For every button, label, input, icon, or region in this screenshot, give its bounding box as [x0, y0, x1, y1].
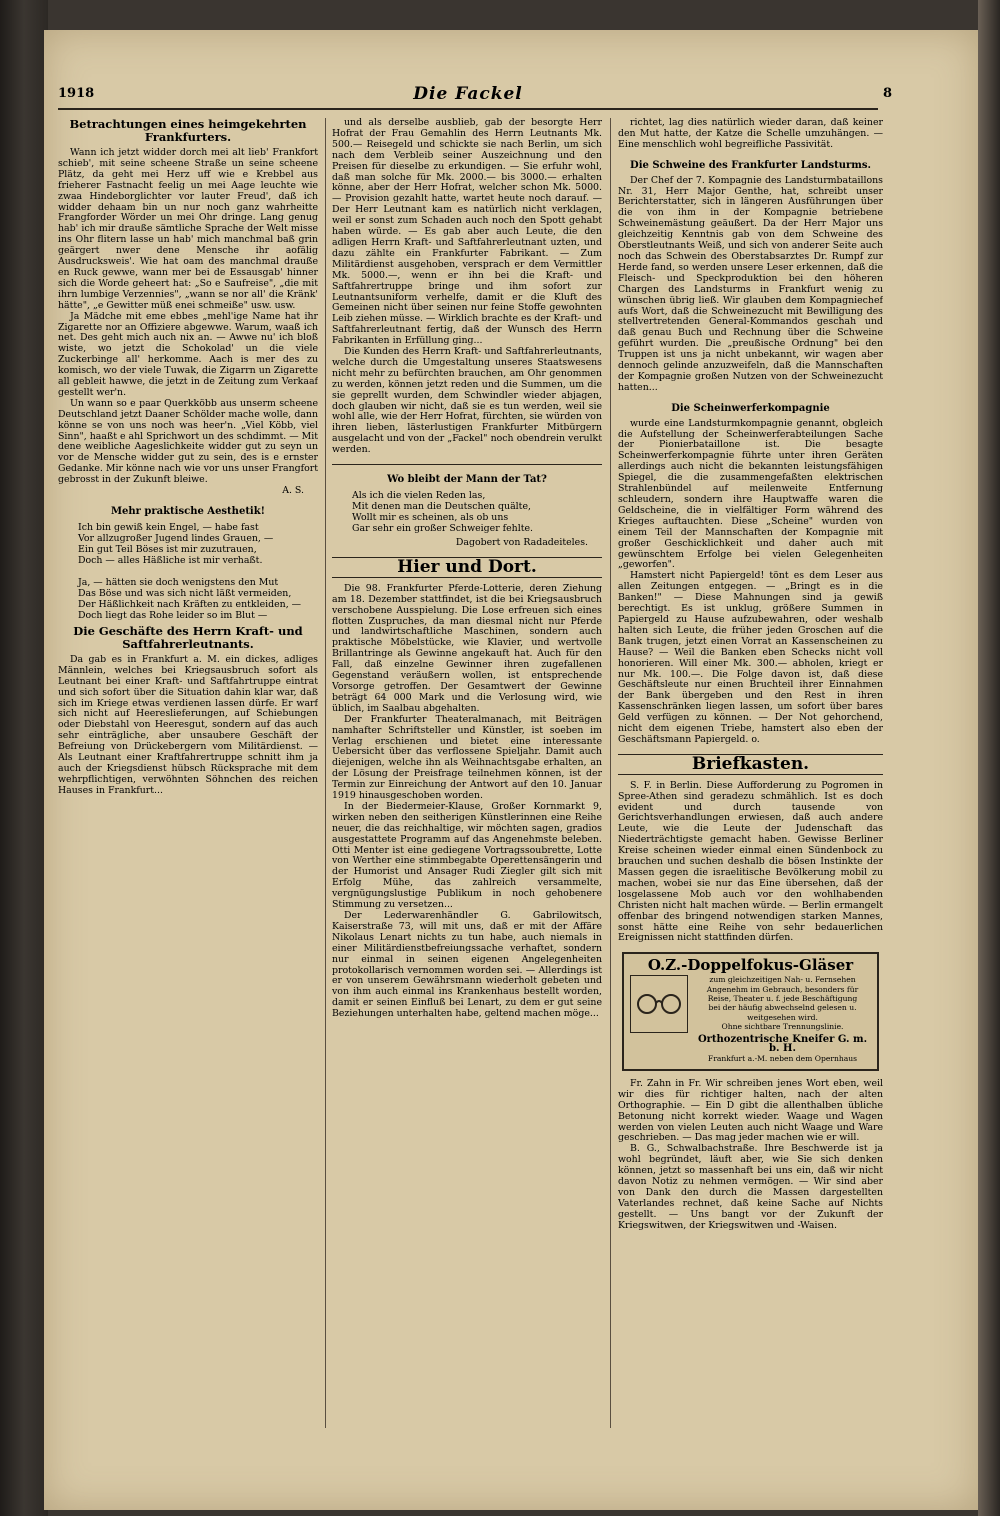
poem-heading: Wo bleibt der Mann der Tat? — [387, 474, 547, 486]
poem-line: Ich bin gewiß kein Engel, — habe fast — [78, 521, 259, 533]
ad-text — [694, 975, 871, 1063]
article-paragraph: und als derselbe ausblieb, gab der besorgte Herr Hofrat der Frau Gemahlin des Herrn Leutnants Mk. 500.— Reisegeld und schickte sie nach Berlin, um sich nach dem Verbleib seiner Auszeichnung und den Preisen für dieselbe zu erkundigen. — Sie erfuhr wohl, daß man solche für Mk. 2000.— bis 3000.— erhalten könne, aber der Herr Hofrat, welcher schon Mk. 5000.— Provision gezahlt hatte, wartet heute noch darauf. — Der Herr Leutnant kam es natürlich nicht verklagen, weil er sonst zum Schaden auch noch den Spott gehabt haben würde. — Es gab aber auch Leute, die den adligen Herrn Kraft- und Saftfahrerleutnant uzten, und dazu zählte ein Frankfurter Fabrikant. — Zum Militärdienst ausgehoben, versprach er dem Vermittler Mk. 5000.—, wenn er ihn bei die Kraft- und Saftfahrertruppe bringe und ihm sofort zur Leutnantsuniform verhelfe, damit er die Kluft des Gemeinen nicht über seinen nur feine Stoffe gewohnten Leib ziehen müsse. — Wirklich brachte es der Kraft- und Saftfahrerleutnant fertig, daß der Wunsch des Herrn Fabrikanten in Erfüllung ging... — [332, 118, 602, 347]
eyeglasses-icon — [630, 975, 688, 1033]
poem — [78, 522, 318, 621]
poem-line: Ja, — hätten sie doch wenigstens den Mut — [78, 576, 279, 588]
article-heading: Die Geschäfte des Herrn Kraft- und Saftfahrerleutnants. — [73, 623, 303, 651]
article-paragraph: Die 98. Frankfurter Pferde-Lotterie, deren Ziehung am 18. Dezember stattfindet, ist die bei Kriegsausbruch verschobene Ausspielung. Die Lose erfreuen sich eines flotten Zuspruches, da man diesmal nicht nur Pferde und landwirtschaftliche Maschinen, sondern auch praktische Möbelstücke, wie Klavier, und wertvolle Brillantringe als Gewinne angekauft hat. Auch für den Fall, daß einzelne Gewinner ihren zugefallenen Gegenstand veräußern wollen, ist entsprechende Vorsorge getroffen. Der Gesamtwert der Gewinne beträgt 64 000 Mark und die Verlosung wird, wie üblich, im Saalbau abgehalten. — [332, 582, 602, 714]
article-paragraph: Wann ich jetzt widder dorch mei alt lieb' Frankfort schieb', mit seine scheene Straße un seine scheene Plätz, da geht mei Herz uff wie e Krebbel aus frieherer Fastnacht feelig un mei Aage leuchte wie zwaa Hindeborglichter vor lauter Freud', daß ich widder dehaam bin un nur noch ganz wahrheitte Frangforder Wörder un mei Ohr dringe. Lang genug hab' ich mir drauße sämtliche Sprache der Welt misse ins Ohr flitern lasse un hab' mich manchmal baß grin geärgert nwer dene Mensche ihr aofälig Ausdrucksweis'. Wie hat oam des manchmal drauße en Ruck gewwe, wann mer bei de Essausgab' hinner sich die Worde geheert hat: „So e Saufreise", „die mit ihrn lumbige Verzennies", „wann se nor all' die Kränk' hätte", „e Gewitter müß enei schmeiße" usw. usw. — [58, 147, 318, 311]
poem-line: Doch liegt das Rohe leider so im Blut — — [78, 609, 268, 621]
column-3 — [618, 118, 883, 1428]
header-year: 1918 — [58, 86, 95, 101]
masthead-title: Die Fackel — [413, 84, 523, 104]
section-heading: Hier und Dort. — [332, 557, 602, 578]
poem-line: Der Häßlichkeit nach Kräften zu entkleiden, — — [78, 598, 302, 610]
article-heading: Die Schweine des Frankfurter Landsturms. — [630, 159, 871, 171]
poem-line: Als ich die vielen Reden las, — [352, 490, 486, 501]
book-edge — [978, 0, 1000, 1516]
book-binding — [0, 0, 48, 1516]
poem-line: Wollt mir es scheinen, als ob uns — [352, 512, 509, 523]
article-paragraph: Der Frankfurter Theateralmanach, mit Beiträgen namhafter Schriftsteller und Künstler, ist soeben im Verlag erschienen und bietet eine interessante Uebersicht über das verflossene Spieljahr. Damit auch diejenigen, welche ihn als Weihnachtsgabe erhalten, an der Lösung der Preisfrage teilnehmen können, ist der Termin zur Einreichung der Antwort auf den 10. Januar 1919 hinausgeschoben worden. — [332, 713, 602, 802]
poem-line — [78, 566, 318, 577]
page-number: 8 — [882, 86, 892, 101]
article-paragraph: B. G., Schwalbachstraße. Ihre Beschwerde ist ja wohl begründet, läuft aber, wie Sie sich denken können, jetzt so massenhaft bei uns ein, daß wir nicht davon Notiz zu nehmen vermögen. — Wir sind aber von Dank den durch die Massen dargestellten Vaterlandes rechnet, daß keine Sache auf Nichts gestellt. — Uns bangt vor der Zukunft der Kriegswitwen, der Kriegswitwen und -Waisen. — [618, 1143, 883, 1231]
article-heading: Betrachtungen eines heimgekehrten Frankfurters. — [69, 118, 307, 144]
article-paragraph: Der Lederwarenhändler G. Gabrilowitsch, Kaiserstraße 73, will mit uns, daß er mit der Affäre Nikolaus Lenart nichts zu tun habe, auch niemals in einer Militärdienstbefreiungssache verhaftet, sondern nur einmal in seinen eigenen Angelegenheiten protokollarisch vernommen worden sei. — Allerdings ist er von unserem Gewährsmann wiederholt gebeten und von ihm auch einmal ins Krankenhaus bestellt worden, damit er seinen Einfluß bei Lenart, zu dem er gut seine Beziehungen unterhalten habe, geltend machen möge... — [332, 910, 602, 1020]
poem-line: Ein gut Teil Böses ist mir zuzutrauen, — [78, 543, 257, 555]
ad-line: Angenehm im Gebrauch, besonders für — [706, 984, 859, 994]
ad-firm: Orthozentrische Kneifer G. m. b. H. — [697, 1033, 868, 1055]
article-paragraph: Der Chef der 7. Kompagnie des Landsturmbataillons Nr. 31, Herr Major Genthe, hat, schreibt unser Berichterstatter, sich in längeren Ausführungen über die von ihm in der Kompagnie betriebene Schweinemästung geäußert. Da der Herr Major uns gleichzeitig Kenntnis gab von dem Schweine des Oberstleutnants Weiß, und sich von anderer Seite auch noch das Schwein des Oberstabsarztes Dr. Rumpf zur Herde fand, so werden unsere Leser erkennen, daß die Fleisch- und Speckproduktion bei den höheren Chargen des Landsturms in Frankfurt wenig zu wünschen übrig ließ. Wir glauben dem Kompagniechef aufs Wort, daß die Schweinezucht mit Bewilligung des stellvertretenden General-Kommandos geschah und daß genau Buch und Rechnung über die Schweine geführt wurden. Die „preußische Ordnung" bei den Truppen ist uns ja nicht unbekannt, wir wagen aber dennoch gelinde anzuzweifeln, daß die Mannschaften der Kompagnie großen Nutzen von der Schweinezucht hatten... — [618, 174, 883, 393]
poem-line: Mit denen man die Deutschen quälte, — [352, 501, 531, 512]
article-paragraph: Un wann so e paar Querkköbb aus unserm scheene Deutschland jetzt Daaner Schölder mache wolle, dann könne se von uns noch was heer'n. „Viel Köbb, viel Sinn", haaßt e ahl Sprichwort un des schdimmt. — Mit dene weibliche Aageslichkeite widder gut zu seyn un vor de Mensche widder gut zu sein, des is e ernster Gedanke. Mir könne nach wie vor uns unser Frangfort gebrosst in der Zukunft bleiwe. — [58, 397, 318, 486]
divider — [332, 464, 602, 465]
article-paragraph: Fr. Zahn in Fr. Wir schreiben jenes Wort eben, weil wir dies für richtiger halten, nach der alten Orthographie. — Ein D gibt die allenthalben übliche Betonung nicht korrekt wieder. Waage und Wagen werden von vielen Leuten auch nicht Waage und Ware geschrieben. — Das mag jeder machen wie er will. — [618, 1077, 883, 1144]
article-paragraph: Da gab es in Frankfurt a. M. ein dickes, adliges Männlein, welches bei Kriegsausbruch sofort als Leutnant bei einer Kraft- und Saftfahrtruppe eintrat und sich sofort über die Situation dahin klar war, daß sich im Kriege etwas verdienen lassen dürfe. Er warf sich nicht auf Heereslieferungen, auf Schiebungen oder Diebstahl von Heeresgut, sondern auf das auch sehr einträgliche, aber unsaubere Geschäft der Befreiung von Drückebergern vom Militärdienst. — Als Leutnant einer Kraftfahrertruppe schnitt ihm ja auch der Kriegsdienst hübsch Rücksprache mit dem wehrpflichtigen, verwöhnten Söhnchen des reichen Hauses in Frankfurt... — [58, 653, 318, 796]
article-heading: Die Scheinwerferkompagnie — [671, 402, 830, 414]
poem-line: Doch — alles Häßliche ist mir verhaßt. — [78, 554, 263, 566]
page-header — [58, 84, 892, 110]
article-paragraph: wurde eine Landsturmkompagnie genannt, obgleich die Aufstellung der Scheinwerferabteilungen Sache der Pionierbataillone ist. Die besagte Scheinwerferkompagnie führte unter ihren Geräten allerdings auch nicht die bekannten leistungsfähigen Spiegel, die die zusammengefaßten elektrischen Strahlenbündel auf meilenweite Entfernung schleudern, sondern ihre Hauptwaffe waren die Geldscheine, die in vielfältiger Form während des Krieges auftauchten. Diese „Scheine" wurden von einem Teil der Mannschaften der Kompagnie mit großer Geschicklichkeit und daher auch mit gewünschtem Erfolge bei vielen Gelegenheiten „geworfen". — [618, 417, 883, 571]
article-paragraph: richtet, lag dies natürlich wieder daran, daß keiner den Mut hatte, der Katze die Schelle umzuhängen. — Eine menschlich wohl begreifliche Passivität. — [618, 118, 883, 150]
article-paragraph: Die Kunden des Herrn Kraft- und Saftfahrerleutnants, welche durch die Umgestaltung unseres Staatswesens nicht mehr zu befürchten brauchen, am Ohr genommen zu werden, können jetzt reden und die Summen, um die sie geprellt wurden, dem Schwindler wieder abjagen, doch glauben wir nicht, daß sie es tun werden, weil sie wohl alle, wie der Herr Hofrat, fürchten, sie würden von ihren lieben, lästerlustigen Frankfurter Mitbürgern ausgelacht und von der „Fackel" noch obendrein verulkt werden. — [332, 346, 602, 456]
column-rule — [325, 118, 326, 1428]
poem-line: Das Böse und was sich nicht läßt vermeiden, — [78, 587, 292, 599]
column-2 — [332, 118, 602, 1428]
article-signature: A. S. — [282, 485, 304, 497]
ad-address: Frankfurt a.-M. neben dem Opernhaus — [707, 1053, 858, 1063]
poem-heading: Mehr praktische Aesthetik! — [110, 506, 266, 517]
ad-line: bei der häufig abwechselnd gelesen u. — [708, 1003, 857, 1013]
article-paragraph: In der Biedermeier-Klause, Großer Kornmarkt 9, wirken neben den seitherigen Künstlerinnen eine Reihe neuer, die das reichhaltige, wir möchten sagen, gradios ausgestattete Programm auf das Angenehmste beleben. Otti Menter ist eine gediegene Vortragssoubrette, Lotte von Werther eine stimmbegabte Operettensängerin und der Humorist und Ansager Rudi Ziegler gilt sich mit Erfolg Mühe, das zahlreich versammelte, vergnügungslustige Publikum in noch gehobenere Stimmung zu versetzen... — [332, 800, 602, 911]
poem-line: Vor allzugroßer Jugend lindes Grauen, — — [78, 532, 274, 544]
advertisement — [622, 952, 879, 1071]
poem-line: Gar sehr ein großer Schweiger fehlte. — [352, 523, 534, 534]
article-paragraph: S. F. in Berlin. Diese Aufforderung zu Pogromen in Spree-Athen sind geradezu schmählich. Ist es doch evident und durch tausende von Gerichtsverhandlungen erwiesen, daß auch andere Leute, wie die Leute der Judenschaft das Niederträchtigste gemacht haben. Gewisse Berliner Kreise scheinen wieder einmal einen Sündenbock zu brauchen und suchen deshalb die bösen Instinkte der Massen gegen die israelitische Bevölkerung mobil zu machen, wobei sie nur das Eine übersehen, daß der losgelassene Mob auch vor den wohlhabenden Christen nicht halt machen würde. — Berlin ermangelt offenbar des bringend notwendigen starken Mannes, sonst hätte eine Reihe von sehr bedauerlichen Ereignissen nicht stattfinden dürfen. — [618, 779, 883, 944]
section-heading: Briefkasten. — [618, 754, 883, 775]
article-paragraph: Hamstert nicht Papiergeld! tönt es dem Leser aus allen Zeitungen entgegen. — „Bringt es in die Banken!" — Diese Mahnungen sind ja gewiß berechtigt. Es ist unklug, größere Summen in Papiergeld zu Hause aufzubewahren, oder weshalb halten sich Leute, die früher jeden Groschen auf die Bank trugen, jetzt einen Vorrat an Kassenscheinen zu Hause? — Weil die Banken eben Schecks nicht voll honorieren. Will einer Mk. 300.— abholen, kriegt er nur Mk. 100.—. Die Folge davon ist, daß diese Geschäftsleute nur einen Bruchteil ihrer Einnahmen der Bank übergeben und den Rest in ihren Kassenschränken liegen lassen, um sofort über bares Geld verfügen zu können. — Der Not gehorchend, nicht dem eigenen Triebe, hamstert also eben der Geschäftsmann Papiergeld. o. — [618, 570, 883, 745]
column-1 — [58, 118, 318, 1428]
ad-title: O.Z.-Doppelfokus-Gläser — [647, 956, 854, 975]
article-paragraph: Ja Mädche mit eme ebbes „mehl'ige Name hat ihr Zigarette nor an Offiziere abgewwe. Warum, waaß ich net. Des geht mich auch nix an. — Awwe nu' ich bloß wiste, wo jetzt die Schokolad' un die viele Zuckerbinge all' herkomme. Aach is mer des zu komisch, wo der viele Tuwak, die Zigarrn un Zigarette all gebleit hawwe, die jetzt in de Zeitung zum Verkaaf gestellt wer'n. — [58, 310, 318, 398]
poem-signature: Dagobert von Radadeiteles. — [455, 537, 588, 548]
ad-line: Ohne sichtbare Trennungslinie. — [721, 1022, 844, 1032]
poem — [352, 490, 602, 534]
ad-line: weitgesehen wird. — [747, 1012, 818, 1022]
ad-line: Reise, Theater u. f. jede Beschäftigung — [707, 994, 858, 1004]
ad-line: zum gleichzeitigen Nah- u. Fernsehen — [709, 975, 856, 985]
column-rule — [610, 118, 611, 1428]
